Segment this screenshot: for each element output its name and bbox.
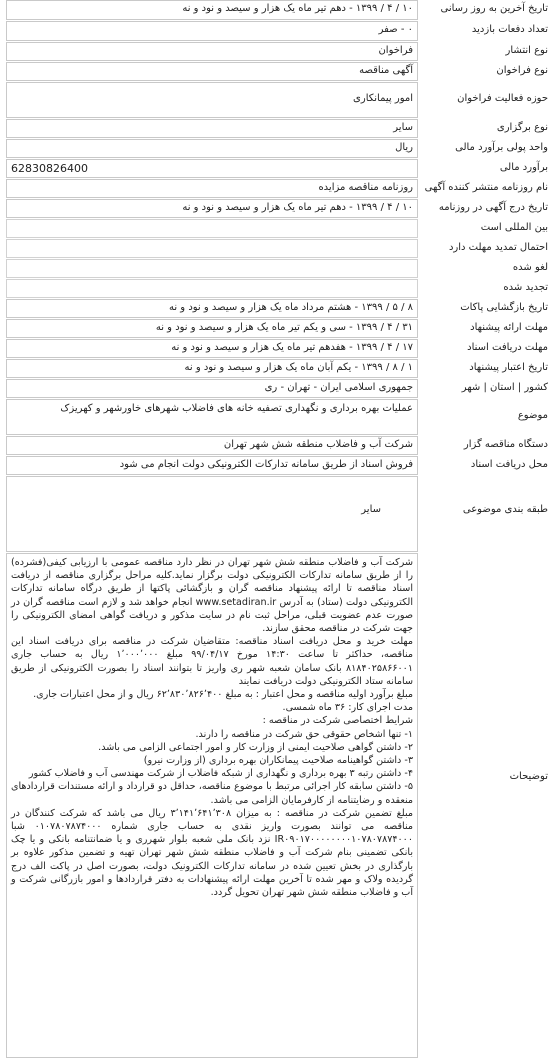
row-bid-validity: [6, 359, 554, 379]
row-organizer: [6, 436, 554, 456]
value-extension: [6, 239, 418, 258]
value-bid-validity: ۱ / ۸ / ۱۳۹۹ - یکم آبان ماه یک هزار و سیصد و نود و نه: [6, 359, 418, 378]
row-estimate: [6, 159, 554, 179]
value-category: سایر: [6, 476, 418, 552]
value-publish-type: فراخوان: [6, 42, 418, 61]
label-publish-type: نوع انتشار: [505, 45, 548, 56]
description-para: شرکت آب و فاضلاب منطقه شش شهر تهران در نظر دارد مناقصه عمومی با ارزیابی کیفی(فشرده) را از طریق سامانه تدارکات الکترونیکی دولت برگزار نماید.کلیه مراحل برگزاری مناقصه از دریافت اسناد مناقصه تا ارائه پیشنهاد مناقصه گران و بازگشائی پاکتها از طریق درگاه سامانه تدارکات الکترونیکی دولت (ستاد) به آدرس www.setadiran.ir انجام خواهد شد و لازم است مناقصه گران در صورت عدم عضویت قبلی، مراحل ثبت نام در سایت مذکور و دریافت گواهی امضای الکترونیکی را جهت شرکت در مناقصه محقق سازند.: [11, 557, 414, 635]
value-activity-field: امور پیمانکاری: [6, 82, 418, 118]
value-cancelled: [6, 259, 418, 278]
label-newspaper-date: تاریخ درج آگهی در روزنامه: [438, 202, 548, 213]
label-extension: احتمال تمدید مهلت دارد: [448, 242, 548, 253]
value-newspaper: روزنامه مناقصه مزایده: [6, 179, 418, 198]
value-docs-place: فروش اسناد از طریق سامانه تدارکات الکترونیکی دولت انجام می شود: [6, 456, 418, 475]
row-newspaper-date: [6, 199, 554, 219]
description-para: مبلغ تضمین شرکت در مناقصه : به میزان ۳٬۱۴۱٬۶۴۱٬۳۰۸ ریال می باشد که شرکت کنندگان در مناقصه می توانند بصورت واریز نقدی به حساب جاری شماره ۰۱۰۷۸۰۷۸۷۴۰۰۰ شبا IR۰۹۰۱۷۰۰۰۰۰۰۰۰۱۰۷۸۰۷۸۷۴۰۰۰ نزد بانک ملی شعبه بلوار شهرری و یا ضمانتنامه بانکی و یا چک بانکی تضمینی بنام شرکت آب و فاضلاب منطقه شش شهر تهران تهیه و تضمین مذکور علاوه بر بارگذاری در بخش تعیین شده در سامانه تدارکات الکترونیک دولت، بصورت اصل در پاکت الف درج گردیده ولاک و مهر شده تا آخرین مهلت ارائه پیشنهادات به دفتر قراردادها و امور بازرگانی شرکت و آب و فاضلاب منطقه شش شهر تهران تحویل گردد.: [11, 807, 413, 899]
label-bid-deadline: مهلت ارائه پیشنهاد: [470, 322, 548, 333]
label-cancelled: لغو شده: [512, 262, 548, 273]
value-opening-date: ۸ / ۵ / ۱۳۹۹ - هشتم مرداد ماه یک هزار و سیصد و نود و نه: [6, 299, 418, 318]
value-docs-deadline: ۱۷ / ۴ / ۱۳۹۹ - هفدهم تیر ماه یک هزار و سیصد و نود و نه: [6, 339, 418, 358]
value-renewed: [6, 279, 418, 298]
row-visit-count: [6, 21, 554, 42]
row-category: [6, 476, 554, 553]
row-docs-deadline: [6, 339, 554, 359]
description-text: [6, 553, 418, 1058]
description-para: مهلت خرید و محل دریافت اسناد مناقصه: متقاضیان شرکت در مناقصه برای دریافت اسناد این مناقصه، حداکثر تا ساعت ۱۴:۳۰ مورخ ۹۹/۰۴/۱۷ مبلغ ۱٬۰۰۰٬۰۰۰ ریال به حساب جاری ۸۱۸۴۰۲۵۸۶۶۰۰۱ بانک سامان شعبه شهر ری واریز تا بتوانند اسناد را بصورت الکترونیکی از طریق سامانه ستاد الکترونیکی دولت دریافت نمایند: [11, 636, 413, 687]
label-organizer: دستگاه مناقصه گزار: [463, 439, 548, 450]
row-opening-date: [6, 299, 554, 319]
description-para: مدت اجرای کار: ۳۶ ماه شمسی.: [282, 702, 413, 714]
label-visit-count: تعداد دفعات بازدید: [471, 24, 548, 35]
label-subject: موضوع: [517, 410, 548, 421]
label-last-update: تاریخ آخرین به روز رسانی: [440, 3, 548, 14]
value-international: [6, 219, 418, 238]
row-activity-field: [6, 82, 554, 119]
description-para: ۱- تنها اشخاص حقوقی حق شرکت در مناقصه را دارند.: [195, 728, 413, 740]
row-subject: [6, 399, 554, 436]
label-holding-type: نوع برگزاری: [496, 122, 548, 133]
row-holding-type: [6, 119, 554, 139]
label-estimate: برآورد مالی: [499, 162, 548, 173]
label-call-type: نوع فراخوان: [496, 65, 548, 76]
row-renewed: [6, 279, 554, 299]
row-description: [6, 553, 554, 1061]
value-location: جمهوری اسلامی ایران - تهران - ری: [6, 379, 418, 398]
label-description: توضیحات: [509, 771, 548, 782]
row-currency: [6, 139, 554, 159]
row-docs-place: [6, 456, 554, 476]
value-holding-type: سایر: [6, 119, 418, 138]
value-call-type: آگهی مناقصه: [6, 62, 418, 81]
value-last-update: ۱۰ / ۴ / ۱۳۹۹ - دهم تیر ماه یک هزار و سیصد و نود و نه: [6, 0, 418, 20]
description-para: ۴- داشتن رتبه ۳ بهره برداری و نگهداری از شبکه فاضلاب از شرکت مهندسی آب و فاضلاب کشور: [28, 768, 413, 780]
label-opening-date: تاریخ بازگشایی پاکات: [460, 302, 548, 313]
label-docs-deadline: مهلت دریافت اسناد: [467, 342, 548, 353]
description-para: ۳- داشتن گواهینامه صلاحیت پیمانکاران بهره برداری (از وزارت نیرو): [143, 755, 413, 767]
row-extension: [6, 239, 554, 259]
description-para: ۵- داشتن سابقه کار اجرائی مرتبط با موضوع مناقصه، حداقل دو قرارداد و ارائه مستندات قراردادهای منعقده و رضایتنامه از کارفرمایان الزامی می باشد.: [11, 781, 413, 806]
row-publish-type: [6, 42, 554, 62]
label-renewed: تجدید شده: [503, 282, 548, 293]
label-newspaper: نام روزنامه منتشر کننده آگهی: [424, 182, 548, 193]
row-call-type: [6, 62, 554, 82]
value-subject: عملیات بهره برداری و نگهداری تصفیه خانه های فاضلاب شهرهای خاورشهر و کهریزک: [6, 399, 418, 435]
label-docs-place: محل دریافت اسناد: [470, 459, 548, 470]
row-location: [6, 379, 554, 399]
description-para: شرایط اختصاصی شرکت در مناقصه :: [262, 715, 413, 727]
value-visit-count: ۰ - صفر: [6, 21, 418, 41]
value-bid-deadline: ۳۱ / ۴ / ۱۳۹۹ - سی و یکم تیر ماه یک هزار و سیصد و نود و نه: [6, 319, 418, 338]
row-newspaper: [6, 179, 554, 199]
tender-details: [6, 0, 554, 1061]
label-category: طبقه بندی موضوعی: [462, 504, 548, 515]
value-currency: ریال: [6, 139, 418, 158]
value-newspaper-date: ۱۰ / ۴ / ۱۳۹۹ - دهم تیر ماه یک هزار و سیصد و نود و نه: [6, 199, 418, 218]
label-currency: واحد پولی برآورد مالی: [455, 142, 548, 153]
description-para: ۲- داشتن گواهی صلاحیت ایمنی از وزارت کار و امور اجتماعی الزامی می باشد.: [98, 741, 413, 753]
label-bid-validity: تاریخ اعتبار پیشنهاد: [469, 362, 548, 373]
description-para: مبلغ برآورد اولیه مناقصه و محل اعتبار : به مبلغ ۶۲٬۸۳۰٬۸۲۶٬۴۰۰ ریال و از محل اعتبارات جاری.: [33, 689, 413, 701]
label-international: بین المللی است: [480, 222, 548, 233]
label-location: کشور | استان | شهر: [461, 382, 548, 393]
row-cancelled: [6, 259, 554, 279]
label-activity-field: حوزه فعالیت فراخوان: [457, 93, 548, 104]
row-international: [6, 219, 554, 239]
row-last-update: [6, 0, 554, 21]
value-estimate: 62830826400: [6, 159, 418, 178]
row-bid-deadline: [6, 319, 554, 339]
value-organizer: شرکت آب و فاضلاب منطقه شش شهر تهران: [6, 436, 418, 455]
